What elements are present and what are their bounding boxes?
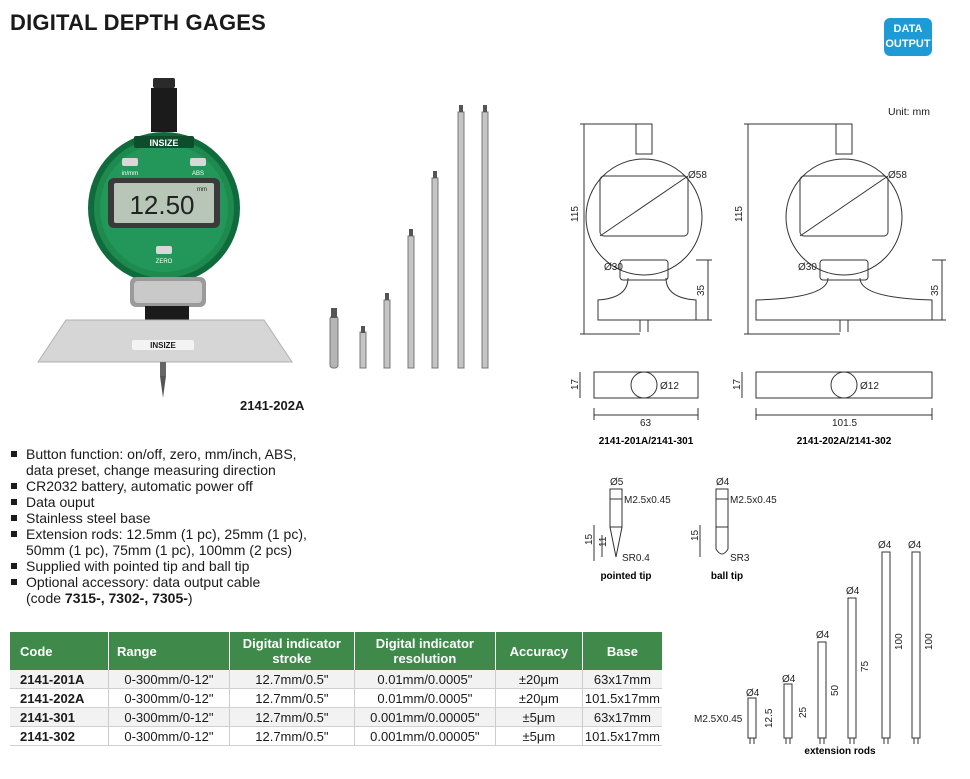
table-row <box>10 727 662 746</box>
rod-2-dia: Ø4 <box>782 674 796 685</box>
table-row <box>10 708 662 727</box>
ball-tip-dia: Ø4 <box>716 477 730 488</box>
cell-accuracy: ±5μm <box>495 727 582 746</box>
dim-17-right: 17 <box>732 378 743 390</box>
pointed-tip-caption: pointed tip <box>600 571 652 582</box>
dim-dia12-left: Ø12 <box>660 381 679 392</box>
dim-35-left: 35 <box>696 284 707 296</box>
dim-115-right: 115 <box>734 206 745 222</box>
feature-item-cont <box>10 542 410 558</box>
cell-resolution: 0.01mm/0.0005" <box>354 689 495 708</box>
cell-accuracy: ±5μm <box>495 708 582 727</box>
cell-range: 0-300mm/0-12" <box>108 689 229 708</box>
col-resolution-line1: Digital indicator <box>375 636 474 651</box>
feature-item: Button function: on/off, zero, mm/inch, ABS, <box>10 446 410 462</box>
button-label-abs: ABS <box>191 171 205 177</box>
accessory-codes: 7315-, 7302-, 7305- <box>64 590 188 606</box>
model-label: 2141-202A <box>240 398 305 413</box>
badge-line-2: OUTPUT <box>885 38 931 50</box>
cell-resolution: 0.001mm/0.00005" <box>354 708 495 727</box>
dim-dia58-right: Ø58 <box>888 170 907 181</box>
rods-thread: M2.5X0.45 <box>694 714 743 725</box>
drawing-caption-right: 2141-202A/2141-302 <box>796 436 892 447</box>
feature-text: 50mm (1 pc), 75mm (1 pc), 100mm (2 pcs) <box>26 542 293 558</box>
spec-table <box>10 632 662 746</box>
feature-list <box>10 446 410 606</box>
rods-caption: extension rods <box>804 746 876 757</box>
dim-dia12-right: Ø12 <box>860 381 879 392</box>
feature-item: Optional accessory: data output cable <box>10 574 410 590</box>
pointed-tip-dia: Ø5 <box>610 477 624 488</box>
dim-35-right: 35 <box>930 284 941 296</box>
feature-item: Supplied with pointed tip and ball tip <box>10 558 410 574</box>
feature-item: CR2032 battery, automatic power off <box>10 478 410 494</box>
col-base: Base <box>582 632 662 670</box>
pointed-tip-len11: 11 <box>598 536 609 547</box>
brand-logo-top: INSIZE <box>149 138 179 148</box>
button-label-inmm: in/mm <box>121 171 139 177</box>
col-stroke <box>229 632 354 670</box>
cell-range: 0-300mm/0-12" <box>108 670 229 689</box>
rod-1-length: 12.5 <box>764 708 775 728</box>
extension-rods-drawing <box>690 538 960 762</box>
cell-stroke: 12.7mm/0.5" <box>229 689 354 708</box>
rod-6-dia: Ø4 <box>908 540 922 551</box>
ball-tip-radius: SR3 <box>730 553 750 564</box>
cell-base: 101.5x17mm <box>582 689 662 708</box>
dim-63: 63 <box>640 418 652 429</box>
cell-stroke: 12.7mm/0.5" <box>229 727 354 746</box>
col-code: Code <box>10 632 108 670</box>
table-row <box>10 689 662 708</box>
pointed-tip-radius: SR0.4 <box>622 553 650 564</box>
feature-text: (code <box>26 590 65 606</box>
ball-tip-len15: 15 <box>690 529 701 541</box>
cell-range: 0-300mm/0-12" <box>108 708 229 727</box>
rod-2-length: 25 <box>798 706 809 718</box>
brand-logo-base: INSIZE <box>150 341 176 350</box>
feature-text: data preset, change measuring direction <box>26 462 276 478</box>
dim-dia30-left: Ø30 <box>604 262 623 273</box>
dim-dia30-right: Ø30 <box>798 262 817 273</box>
col-accuracy: Accuracy <box>495 632 582 670</box>
ball-tip-thread: M2.5x0.45 <box>730 495 777 506</box>
cell-base: 63x17mm <box>582 670 662 689</box>
pointed-tip-len15: 15 <box>584 533 595 545</box>
button-label-zero: ZERO <box>155 259 173 265</box>
unit-label: Unit: mm <box>888 106 930 118</box>
rod-4-dia: Ø4 <box>846 586 860 597</box>
lcd-unit: mm <box>197 187 207 193</box>
cell-code: 2141-301 <box>10 708 108 727</box>
pointed-tip-thread: M2.5x0.45 <box>624 495 671 506</box>
feature-item: Data ouput <box>10 494 410 510</box>
data-output-badge <box>884 18 932 56</box>
table-row <box>10 670 662 689</box>
feature-item-cont <box>10 462 410 478</box>
feature-item-cont <box>10 590 410 606</box>
col-resolution <box>354 632 495 670</box>
col-range: Range <box>108 632 229 670</box>
dim-17-left: 17 <box>570 378 581 390</box>
col-resolution-line2: resolution <box>393 651 457 666</box>
ball-tip-caption: ball tip <box>710 571 744 582</box>
lcd-reading: 12.50 <box>129 190 195 220</box>
rod-1-dia: Ø4 <box>746 688 760 699</box>
dim-101: 101.5 <box>832 418 858 429</box>
extension-rods-photo <box>320 100 500 372</box>
dim-dia58-left: Ø58 <box>688 170 707 181</box>
technical-drawings <box>570 110 970 447</box>
page-title: DIGITAL DEPTH GAGES <box>10 10 267 35</box>
depth-gage-illustration <box>30 74 300 404</box>
cell-base: 101.5x17mm <box>582 727 662 746</box>
badge-line-1: DATA <box>893 23 923 35</box>
feature-item: Extension rods: 12.5mm (1 pc), 25mm (1 pc), <box>10 526 410 542</box>
cell-code: 2141-201A <box>10 670 108 689</box>
cell-stroke: 12.7mm/0.5" <box>229 670 354 689</box>
feature-item: Stainless steel base <box>10 510 410 526</box>
cell-base: 63x17mm <box>582 708 662 727</box>
rod-3-length: 50 <box>830 684 841 696</box>
cell-range: 0-300mm/0-12" <box>108 727 229 746</box>
cell-accuracy: ±20μm <box>495 670 582 689</box>
col-stroke-line2: stroke <box>272 651 312 666</box>
rod-5-length: 100 <box>894 633 905 650</box>
col-stroke-line1: Digital indicator <box>242 636 341 651</box>
feature-text: ) <box>187 590 193 606</box>
cell-accuracy: ±20μm <box>495 689 582 708</box>
rod-3-dia: Ø4 <box>816 630 830 641</box>
drawing-caption-left: 2141-201A/2141-301 <box>598 436 694 447</box>
dim-115-left: 115 <box>570 206 581 222</box>
cell-resolution: 0.001mm/0.00005" <box>354 727 495 746</box>
cell-code: 2141-302 <box>10 727 108 746</box>
rod-6-length: 100 <box>924 633 935 650</box>
cell-resolution: 0.01mm/0.0005" <box>354 670 495 689</box>
cell-code: 2141-202A <box>10 689 108 708</box>
rod-4-length: 75 <box>860 660 871 672</box>
cell-stroke: 12.7mm/0.5" <box>229 708 354 727</box>
rod-5-dia: Ø4 <box>878 540 892 551</box>
